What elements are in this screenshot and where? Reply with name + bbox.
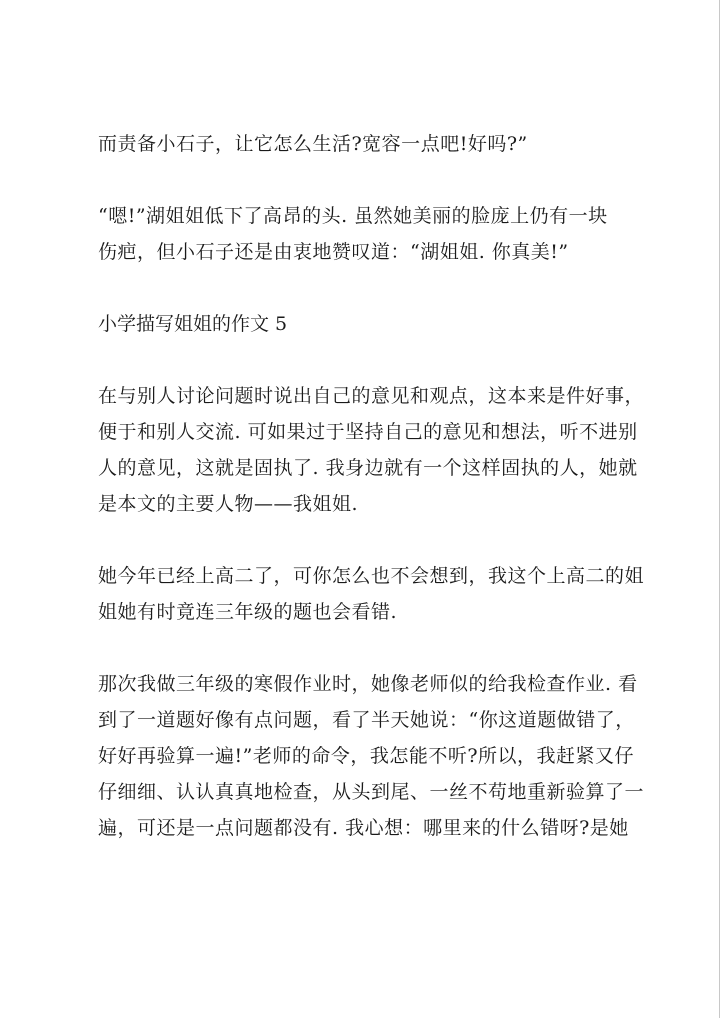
text-line: “嗯!”湖姐姐低下了高昂的头. 虽然她美丽的脸庞上仍有一块 xyxy=(98,205,608,227)
document-body xyxy=(98,126,645,882)
text-line: 伤疤，但小石子还是由衷地赞叹道：“湖姐姐. 你真美!” xyxy=(98,241,569,263)
text-line: 仔细细、认认真真地检查，从头到尾、一丝不苟地重新验算了一 xyxy=(98,781,645,803)
paragraph xyxy=(98,126,638,162)
paragraph xyxy=(98,558,645,630)
text-line: 她今年已经上高二了，可你怎么也不会想到，我这个上高二的姐 xyxy=(98,565,645,587)
text-line: 便于和别人交流. 可如果过于坚持自己的意见和想法，听不进别 xyxy=(98,421,638,443)
text-line: 人的意见，这就是固执了. 我身边就有一个这样固执的人，她就 xyxy=(98,457,638,479)
text-line: 遍，可还是一点问题都没有. 我心想：哪里来的什么错呀?是她 xyxy=(98,817,629,839)
paragraph xyxy=(98,666,645,846)
section-heading xyxy=(98,306,638,342)
paragraph xyxy=(98,378,645,522)
heading-text: 小学描写姐姐的作文 5 xyxy=(98,313,288,335)
text-line: 好好再验算一遍!”老师的命令，我怎能不听?所以，我赶紧又仔 xyxy=(98,745,635,767)
text-line: 是本文的主要人物——我姐姐. xyxy=(98,493,359,515)
paragraph xyxy=(98,198,638,270)
text-line: 姐她有时竟连三年级的题也会看错. xyxy=(98,601,398,623)
text-line: 那次我做三年级的寒假作业时，她像老师似的给我检查作业. 看 xyxy=(98,673,638,695)
text-line: 到了一道题好像有点问题，看了半天她说：“你这道题做错了， xyxy=(98,709,635,731)
text-line: 在与别人讨论问题时说出自己的意见和观点，这本来是件好事， xyxy=(98,385,645,407)
text-line: 而责备小石子，让它怎么生活?宽容一点吧!好吗?” xyxy=(98,133,528,155)
